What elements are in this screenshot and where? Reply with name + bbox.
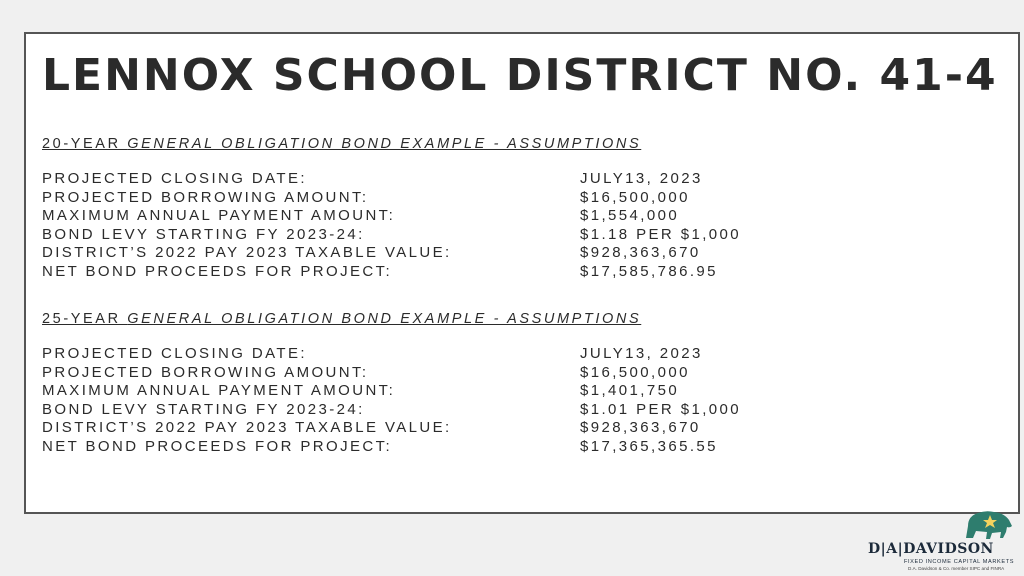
row-label: PROJECTED BORROWING AMOUNT: xyxy=(42,188,369,206)
logo-legal: D.A. Davidson & Co. member SIPC and FINRA xyxy=(908,566,1005,571)
logo-brand: D|A|DAVIDSON xyxy=(868,541,994,557)
assumption-row xyxy=(42,364,741,383)
row-value: $17,585,786.95 xyxy=(580,262,718,280)
assumption-row xyxy=(42,226,741,245)
row-label: PROJECTED CLOSING DATE: xyxy=(42,345,307,362)
assumption-row xyxy=(42,345,741,364)
bond-section-25-year xyxy=(42,309,741,456)
row-value: $16,500,000 xyxy=(580,188,690,206)
row-label: MAXIMUM ANNUAL PAYMENT AMOUNT: xyxy=(42,382,396,399)
row-value: $928,363,670 xyxy=(580,419,701,436)
assumption-row xyxy=(42,401,741,420)
heading-prefix: 20-YEAR xyxy=(42,136,128,152)
assumption-row xyxy=(42,170,741,189)
heading-italic: GENERAL OBLIGATION BOND EXAMPLE - ASSUMPTIONS xyxy=(127,311,642,327)
row-value: $1,554,000 xyxy=(580,207,680,224)
assumption-row xyxy=(42,419,741,438)
row-label: DISTRICT’S 2022 PAY 2023 TAXABLE VALUE: xyxy=(42,244,452,261)
row-value: $17,365,365.55 xyxy=(580,437,718,455)
row-value: $1.18 PER $1,000 xyxy=(580,225,741,243)
row-value: $928,363,670 xyxy=(580,244,701,261)
logo-tagline: FIXED INCOME CAPITAL MARKETS xyxy=(904,559,1015,565)
assumption-row xyxy=(42,189,741,208)
section-heading xyxy=(42,134,741,154)
row-label: BOND LEVY STARTING FY 2023-24: xyxy=(42,225,365,243)
bond-section-20-year xyxy=(42,134,741,281)
slide-frame xyxy=(24,32,1020,514)
row-label: NET BOND PROCEEDS FOR PROJECT: xyxy=(42,262,393,280)
row-value: JULY13, 2023 xyxy=(580,170,703,187)
heading-italic: GENERAL OBLIGATION BOND EXAMPLE - ASSUMPTIONS xyxy=(127,136,642,152)
da-davidson-logo xyxy=(866,508,1018,572)
assumption-row xyxy=(42,382,741,401)
heading-prefix: 25-YEAR xyxy=(42,311,128,327)
row-value: $1.01 PER $1,000 xyxy=(580,400,741,418)
assumption-row xyxy=(42,438,741,457)
row-value: $16,500,000 xyxy=(580,363,690,381)
row-label: MAXIMUM ANNUAL PAYMENT AMOUNT: xyxy=(42,207,396,224)
row-label: PROJECTED BORROWING AMOUNT: xyxy=(42,363,369,381)
assumption-row xyxy=(42,263,741,282)
buffalo-icon xyxy=(962,508,1014,540)
row-label: DISTRICT’S 2022 PAY 2023 TAXABLE VALUE: xyxy=(42,419,452,436)
assumption-row xyxy=(42,244,741,263)
row-value: JULY13, 2023 xyxy=(580,345,703,362)
row-value: $1,401,750 xyxy=(580,382,680,399)
section-heading xyxy=(42,309,741,329)
page-title: LENNOX SCHOOL DISTRICT NO. 41-4 xyxy=(42,50,998,101)
row-label: BOND LEVY STARTING FY 2023-24: xyxy=(42,400,365,418)
assumption-row xyxy=(42,207,741,226)
row-label: PROJECTED CLOSING DATE: xyxy=(42,170,307,187)
row-label: NET BOND PROCEEDS FOR PROJECT: xyxy=(42,437,393,455)
